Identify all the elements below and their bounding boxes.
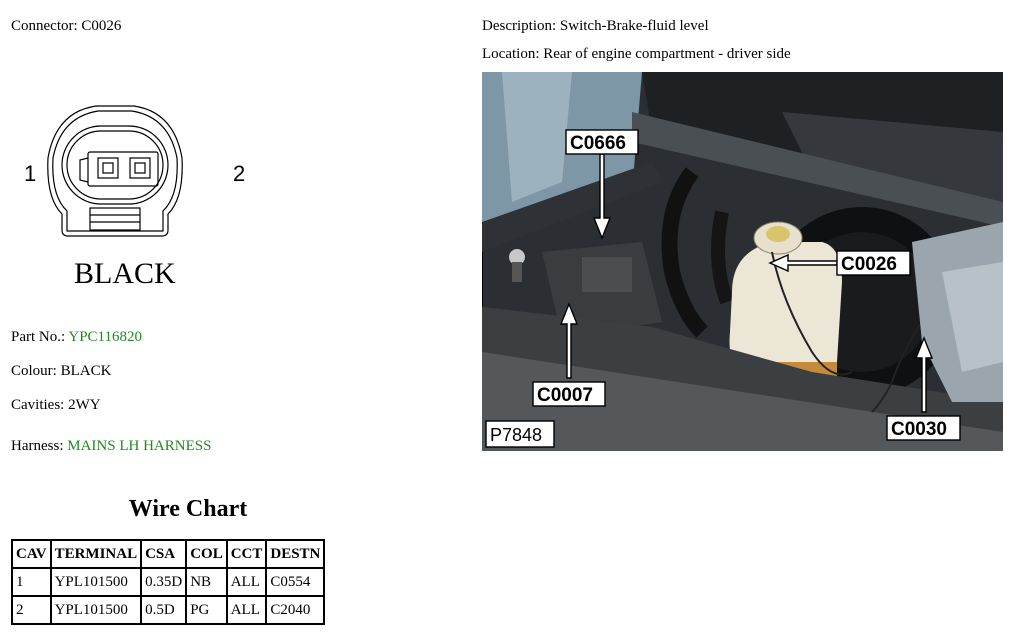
cell-cav: 2 — [12, 596, 51, 624]
cavity-1 — [98, 158, 118, 178]
col-header-cav: CAV — [12, 540, 51, 568]
description-line — [482, 17, 709, 35]
part-number-label: Part No.: — [11, 329, 66, 345]
cell-csa: 0.5D — [141, 596, 186, 624]
cavities-line — [11, 396, 101, 414]
connector-inner-oval — [62, 126, 168, 204]
location-value: Rear of engine compartment - driver side — [543, 46, 791, 62]
connector-colour-caption: BLACK — [74, 257, 176, 290]
wire-chart-header-row — [12, 540, 324, 568]
colour-value: BLACK — [60, 363, 112, 379]
cavities-label: Cavities: — [11, 397, 65, 413]
description-value: Switch-Brake-fluid level — [559, 18, 709, 34]
col-header-csa: CSA — [141, 540, 186, 568]
wire-chart-table — [11, 539, 325, 625]
cell-cct: ALL — [227, 568, 267, 596]
part-number-link[interactable]: YPC116820 — [68, 329, 142, 345]
col-header-col: COL — [186, 540, 227, 568]
location-label: Location: — [482, 46, 540, 62]
col-header-terminal: TERMINAL — [51, 540, 142, 568]
harness-line — [11, 437, 211, 455]
description-label: Description: — [482, 18, 557, 34]
photo-label-c0026: C0026 — [841, 254, 897, 275]
cell-terminal: YPL101500 — [51, 568, 142, 596]
pin-label-2: 2 — [233, 161, 246, 186]
wire-chart-title: Wire Chart — [128, 496, 248, 522]
location-line — [482, 45, 791, 63]
cell-destn: C0554 — [266, 568, 324, 596]
photo-reference-id: P7848 — [490, 425, 543, 445]
cell-terminal: YPL101500 — [51, 596, 142, 624]
photo-label-c0030: C0030 — [891, 419, 947, 440]
cell-col: NB — [186, 568, 227, 596]
cavities-value: 2WY — [68, 397, 101, 413]
connector-latch — [90, 208, 140, 230]
connector-label: Connector: — [11, 18, 78, 34]
connector-line — [11, 17, 121, 35]
cell-cav: 1 — [12, 568, 51, 596]
table-row — [12, 568, 324, 596]
cell-cct: ALL — [227, 596, 267, 624]
colour-line — [11, 362, 111, 380]
colour-label: Colour: — [11, 363, 57, 379]
cavity-2 — [130, 158, 150, 178]
part-number-line — [11, 328, 142, 346]
cell-csa: 0.35D — [141, 568, 186, 596]
connector-value: C0026 — [81, 18, 122, 34]
photo-label-c0007: C0007 — [537, 385, 593, 406]
harness-label: Harness: — [11, 438, 64, 454]
col-header-cct: CCT — [227, 540, 267, 568]
photo-label-c0666: C0666 — [570, 133, 626, 154]
col-header-destn: DESTN — [266, 540, 324, 568]
engine-compartment-photo — [482, 72, 1003, 451]
harness-link[interactable]: MAINS LH HARNESS — [67, 438, 212, 454]
cell-destn: C2040 — [266, 596, 324, 624]
cell-col: PG — [186, 596, 227, 624]
pin-label-1: 1 — [24, 161, 37, 186]
table-row — [12, 596, 324, 624]
